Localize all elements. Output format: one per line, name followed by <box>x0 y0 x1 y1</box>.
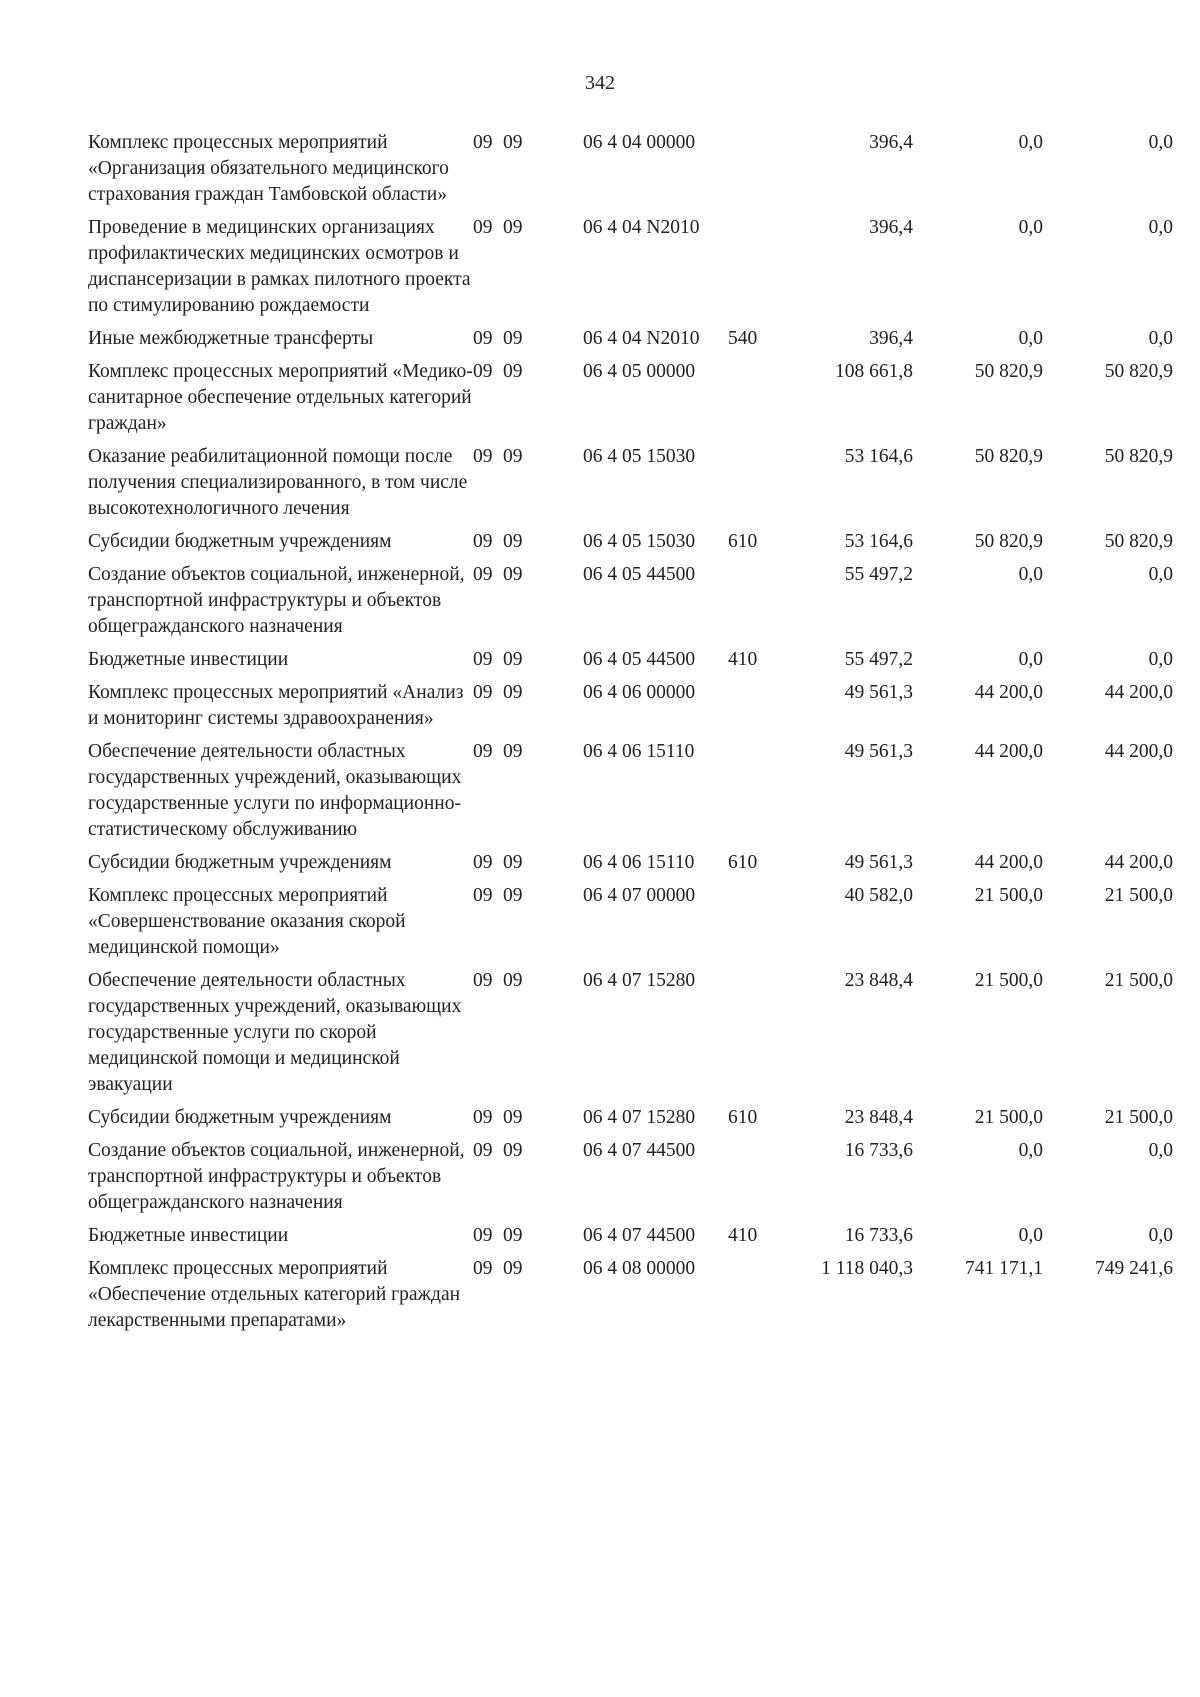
row-name: Иные межбюджетные трансферты <box>88 328 374 349</box>
section-code: 09 <box>473 1258 493 1279</box>
budget-table-body <box>88 130 1173 1341</box>
section-code: 09 <box>473 564 493 585</box>
row-name: Создание объектов социальной, инженерной, транспортной инфраструктуры и объектов общегражданского назначения <box>88 1140 465 1213</box>
table-row <box>88 1256 1173 1341</box>
amount-year-3: 749 241,6 <box>1095 1258 1173 1279</box>
amount-year-2: 0,0 <box>1018 132 1043 153</box>
amount-year-1: 16 733,6 <box>844 1140 913 1161</box>
table-row <box>88 130 1173 215</box>
expense-type-code <box>728 968 783 1105</box>
row-name: Субсидии бюджетным учреждениям <box>88 1107 392 1128</box>
section-code: 09 <box>473 1140 493 1161</box>
section-code: 09 <box>473 970 493 991</box>
amount-year-2: 0,0 <box>1018 649 1043 670</box>
amount-year-1: 49 561,3 <box>844 682 913 703</box>
row-name: Оказание реабилитационной помощи после получения специализированного, в том числе высокотехнологичного лечения <box>88 446 468 519</box>
section-code: 09 <box>473 1107 493 1128</box>
expense-type-code <box>728 215 783 326</box>
amount-year-1: 396,4 <box>869 132 913 153</box>
expense-type-code <box>728 1256 783 1341</box>
subsection-code: 09 <box>503 1140 523 1161</box>
table-row <box>88 647 1173 680</box>
section-code: 09 <box>473 217 493 238</box>
table-row <box>88 968 1173 1105</box>
target-article-code: 06 4 04 00000 <box>583 132 696 153</box>
target-article-code: 06 4 07 44500 <box>583 1225 696 1246</box>
expense-type-code <box>728 1138 783 1223</box>
amount-year-3: 0,0 <box>1148 132 1173 153</box>
amount-year-2: 50 820,9 <box>974 361 1043 382</box>
row-name: Обеспечение деятельности областных государственных учреждений, оказывающих государственные услуги по скорой медицинской помощи и медицинской эвакуации <box>88 970 462 1095</box>
target-article-code: 06 4 07 15280 <box>583 970 696 991</box>
target-article-code: 06 4 05 44500 <box>583 564 696 585</box>
subsection-code: 09 <box>503 852 523 873</box>
target-article-code: 06 4 04 N2010 <box>583 217 700 238</box>
row-name: Субсидии бюджетным учреждениям <box>88 531 392 552</box>
table-row <box>88 1138 1173 1223</box>
subsection-code: 09 <box>503 328 523 349</box>
subsection-code: 09 <box>503 741 523 762</box>
section-code: 09 <box>473 885 493 906</box>
table-row <box>88 444 1173 529</box>
amount-year-2: 21 500,0 <box>974 885 1043 906</box>
amount-year-2: 0,0 <box>1018 217 1043 238</box>
expense-type-code: 610 <box>728 852 758 873</box>
section-code: 09 <box>473 361 493 382</box>
expense-type-code <box>728 680 783 739</box>
target-article-code: 06 4 06 15110 <box>583 741 695 762</box>
amount-year-1: 53 164,6 <box>844 446 913 467</box>
row-name: Создание объектов социальной, инженерной, транспортной инфраструктуры и объектов общегражданского назначения <box>88 564 465 637</box>
table-row <box>88 680 1173 739</box>
section-code: 09 <box>473 328 493 349</box>
subsection-code: 09 <box>503 649 523 670</box>
section-code: 09 <box>473 446 493 467</box>
expense-type-code <box>728 883 783 968</box>
budget-table <box>88 130 1173 1341</box>
amount-year-3: 0,0 <box>1148 564 1173 585</box>
subsection-code: 09 <box>503 1225 523 1246</box>
table-row <box>88 359 1173 444</box>
subsection-code: 09 <box>503 885 523 906</box>
amount-year-3: 44 200,0 <box>1104 741 1173 762</box>
amount-year-3: 44 200,0 <box>1104 682 1173 703</box>
subsection-code: 09 <box>503 564 523 585</box>
amount-year-1: 49 561,3 <box>844 741 913 762</box>
target-article-code: 06 4 04 N2010 <box>583 328 700 349</box>
amount-year-3: 0,0 <box>1148 217 1173 238</box>
amount-year-2: 0,0 <box>1018 1140 1043 1161</box>
amount-year-2: 0,0 <box>1018 564 1043 585</box>
table-row <box>88 562 1173 647</box>
table-row <box>88 883 1173 968</box>
amount-year-1: 108 661,8 <box>835 361 913 382</box>
row-name: Бюджетные инвестиции <box>88 649 289 670</box>
section-code: 09 <box>473 531 493 552</box>
row-name: Комплекс процессных мероприятий «Анализ и мониторинг системы здравоохранения» <box>88 682 464 729</box>
row-name: Субсидии бюджетным учреждениям <box>88 852 392 873</box>
table-row <box>88 739 1173 850</box>
target-article-code: 06 4 08 00000 <box>583 1258 696 1279</box>
amount-year-3: 50 820,9 <box>1104 446 1173 467</box>
subsection-code: 09 <box>503 1258 523 1279</box>
target-article-code: 06 4 07 15280 <box>583 1107 696 1128</box>
amount-year-1: 16 733,6 <box>844 1225 913 1246</box>
expense-type-code <box>728 562 783 647</box>
amount-year-2: 50 820,9 <box>974 531 1043 552</box>
target-article-code: 06 4 05 00000 <box>583 361 696 382</box>
subsection-code: 09 <box>503 361 523 382</box>
row-name: Комплекс процессных мероприятий «Обеспечение отдельных категорий граждан лекарственными препаратами» <box>88 1258 461 1331</box>
amount-year-2: 0,0 <box>1018 328 1043 349</box>
amount-year-1: 55 497,2 <box>844 564 913 585</box>
subsection-code: 09 <box>503 217 523 238</box>
section-code: 09 <box>473 132 493 153</box>
amount-year-3: 0,0 <box>1148 1140 1173 1161</box>
row-name: Комплекс процессных мероприятий «Медико-санитарное обеспечение отдельных категорий граждан» <box>88 361 473 434</box>
amount-year-2: 21 500,0 <box>974 1107 1043 1128</box>
amount-year-3: 21 500,0 <box>1104 970 1173 991</box>
amount-year-1: 55 497,2 <box>844 649 913 670</box>
amount-year-3: 21 500,0 <box>1104 885 1173 906</box>
amount-year-3: 0,0 <box>1148 328 1173 349</box>
amount-year-1: 40 582,0 <box>844 885 913 906</box>
target-article-code: 06 4 05 15030 <box>583 531 696 552</box>
target-article-code: 06 4 07 44500 <box>583 1140 696 1161</box>
expense-type-code: 610 <box>728 1107 758 1128</box>
subsection-code: 09 <box>503 446 523 467</box>
table-row <box>88 1223 1173 1256</box>
amount-year-3: 44 200,0 <box>1104 852 1173 873</box>
row-name: Проведение в медицинских организациях профилактических медицинских осмотров и диспансеризации в рамках пилотного проекта по стимулированию рождаемости <box>88 217 471 316</box>
amount-year-1: 396,4 <box>869 328 913 349</box>
row-name: Обеспечение деятельности областных государственных учреждений, оказывающих государственные услуги по информационно-статистическому обслуживанию <box>88 741 462 840</box>
table-row <box>88 1105 1173 1138</box>
section-code: 09 <box>473 649 493 670</box>
table-row <box>88 850 1173 883</box>
expense-type-code <box>728 359 783 444</box>
page-number: 342 <box>585 72 615 94</box>
section-code: 09 <box>473 1225 493 1246</box>
target-article-code: 06 4 06 15110 <box>583 852 695 873</box>
row-name: Бюджетные инвестиции <box>88 1225 289 1246</box>
expense-type-code <box>728 739 783 850</box>
target-article-code: 06 4 07 00000 <box>583 885 696 906</box>
amount-year-2: 741 171,1 <box>965 1258 1043 1279</box>
amount-year-2: 44 200,0 <box>974 741 1043 762</box>
expense-type-code <box>728 130 783 215</box>
target-article-code: 06 4 05 44500 <box>583 649 696 670</box>
expense-type-code: 410 <box>728 649 758 670</box>
subsection-code: 09 <box>503 132 523 153</box>
amount-year-2: 44 200,0 <box>974 682 1043 703</box>
amount-year-2: 50 820,9 <box>974 446 1043 467</box>
amount-year-3: 21 500,0 <box>1104 1107 1173 1128</box>
amount-year-3: 50 820,9 <box>1104 531 1173 552</box>
amount-year-1: 23 848,4 <box>844 1107 913 1128</box>
amount-year-1: 23 848,4 <box>844 970 913 991</box>
table-row <box>88 529 1173 562</box>
table-row <box>88 215 1173 326</box>
target-article-code: 06 4 06 00000 <box>583 682 696 703</box>
table-row <box>88 326 1173 359</box>
amount-year-3: 50 820,9 <box>1104 361 1173 382</box>
amount-year-2: 21 500,0 <box>974 970 1043 991</box>
amount-year-1: 396,4 <box>869 217 913 238</box>
expense-type-code: 610 <box>728 531 758 552</box>
target-article-code: 06 4 05 15030 <box>583 446 696 467</box>
amount-year-1: 53 164,6 <box>844 531 913 552</box>
subsection-code: 09 <box>503 970 523 991</box>
section-code: 09 <box>473 852 493 873</box>
amount-year-1: 1 118 040,3 <box>821 1258 913 1279</box>
amount-year-2: 0,0 <box>1018 1225 1043 1246</box>
row-name: Комплекс процессных мероприятий «Совершенствование оказания скорой медицинской помощи» <box>88 885 406 958</box>
row-name: Комплекс процессных мероприятий «Организация обязательного медицинского страхования граждан Тамбовской области» <box>88 132 449 205</box>
subsection-code: 09 <box>503 531 523 552</box>
expense-type-code: 540 <box>728 328 758 349</box>
expense-type-code <box>728 444 783 529</box>
expense-type-code: 410 <box>728 1225 758 1246</box>
section-code: 09 <box>473 741 493 762</box>
amount-year-1: 49 561,3 <box>844 852 913 873</box>
subsection-code: 09 <box>503 682 523 703</box>
section-code: 09 <box>473 682 493 703</box>
subsection-code: 09 <box>503 1107 523 1128</box>
amount-year-3: 0,0 <box>1148 1225 1173 1246</box>
amount-year-2: 44 200,0 <box>974 852 1043 873</box>
amount-year-3: 0,0 <box>1148 649 1173 670</box>
